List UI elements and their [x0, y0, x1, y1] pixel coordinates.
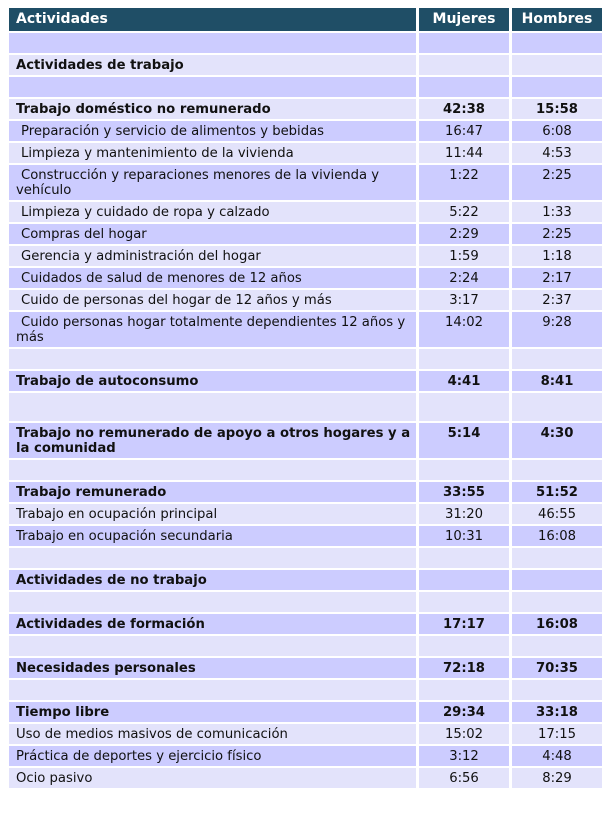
table-row — [9, 141, 602, 163]
row-hombres — [509, 53, 602, 75]
table-row — [9, 200, 602, 222]
table-row — [9, 656, 602, 678]
row-mujeres: 16:47 — [416, 119, 509, 141]
row-mujeres — [416, 678, 509, 700]
row-label — [9, 347, 416, 369]
row-label: Limpieza y cuidado de ropa y calzado — [9, 200, 416, 222]
row-mujeres: 10:31 — [416, 524, 509, 546]
row-mujeres — [416, 634, 509, 656]
row-label: Actividades de no trabajo — [9, 568, 416, 590]
row-hombres: 15:58 — [509, 97, 602, 119]
row-mujeres: 6:56 — [416, 766, 509, 788]
table-row — [9, 347, 602, 369]
row-hombres — [509, 347, 602, 369]
table-row — [9, 744, 602, 766]
table-row — [9, 244, 602, 266]
table-row — [9, 369, 602, 391]
row-mujeres: 15:02 — [416, 722, 509, 744]
table-row — [9, 222, 602, 244]
row-hombres: 51:52 — [509, 480, 602, 502]
table-row — [9, 75, 602, 97]
row-mujeres — [416, 347, 509, 369]
row-label: Tiempo libre — [9, 700, 416, 722]
table-row — [9, 612, 602, 634]
row-hombres — [509, 678, 602, 700]
row-mujeres: 2:24 — [416, 266, 509, 288]
row-label — [9, 75, 416, 97]
row-hombres: 4:48 — [509, 744, 602, 766]
time-use-table — [9, 8, 602, 788]
row-label — [9, 678, 416, 700]
row-hombres — [509, 634, 602, 656]
row-label: Actividades de formación — [9, 612, 416, 634]
row-label: Preparación y servicio de alimentos y bebidas — [9, 119, 416, 141]
row-hombres: 70:35 — [509, 656, 602, 678]
row-label: Trabajo remunerado — [9, 480, 416, 502]
row-mujeres: 17:17 — [416, 612, 509, 634]
row-hombres: 1:18 — [509, 244, 602, 266]
header-actividades: Actividades — [9, 8, 416, 31]
table-row — [9, 700, 602, 722]
row-mujeres — [416, 31, 509, 53]
row-mujeres — [416, 590, 509, 612]
row-mujeres — [416, 75, 509, 97]
row-hombres: 2:25 — [509, 163, 602, 200]
row-label — [9, 458, 416, 480]
table-row — [9, 590, 602, 612]
row-label: Limpieza y mantenimiento de la vivienda — [9, 141, 416, 163]
row-label — [9, 391, 416, 421]
row-hombres — [509, 75, 602, 97]
row-label: Trabajo de autoconsumo — [9, 369, 416, 391]
table-row — [9, 163, 602, 200]
row-mujeres: 14:02 — [416, 310, 509, 347]
row-label — [9, 31, 416, 53]
row-mujeres — [416, 458, 509, 480]
row-hombres: 8:41 — [509, 369, 602, 391]
table-row — [9, 266, 602, 288]
row-hombres: 16:08 — [509, 524, 602, 546]
row-label: Construcción y reparaciones menores de la vivienda y vehículo — [9, 163, 416, 200]
row-mujeres: 1:59 — [416, 244, 509, 266]
row-mujeres: 33:55 — [416, 480, 509, 502]
table-row — [9, 391, 602, 421]
row-mujeres: 1:22 — [416, 163, 509, 200]
row-label: Trabajo en ocupación principal — [9, 502, 416, 524]
header-mujeres: Mujeres — [416, 8, 509, 31]
row-label: Cuido de personas del hogar de 12 años y más — [9, 288, 416, 310]
row-hombres: 9:28 — [509, 310, 602, 347]
row-label: Necesidades personales — [9, 656, 416, 678]
row-label — [9, 634, 416, 656]
row-label: Trabajo en ocupación secundaria — [9, 524, 416, 546]
row-label: Actividades de trabajo — [9, 53, 416, 75]
row-mujeres: 72:18 — [416, 656, 509, 678]
row-hombres — [509, 458, 602, 480]
row-hombres: 2:25 — [509, 222, 602, 244]
row-hombres: 4:53 — [509, 141, 602, 163]
row-mujeres: 4:41 — [416, 369, 509, 391]
row-hombres: 17:15 — [509, 722, 602, 744]
row-hombres: 8:29 — [509, 766, 602, 788]
row-mujeres — [416, 546, 509, 568]
row-hombres: 33:18 — [509, 700, 602, 722]
table-row — [9, 97, 602, 119]
table-row — [9, 119, 602, 141]
row-mujeres: 5:14 — [416, 421, 509, 458]
row-label: Uso de medios masivos de comunicación — [9, 722, 416, 744]
row-label: Cuido personas hogar totalmente dependientes 12 años y más — [9, 310, 416, 347]
row-label: Ocio pasivo — [9, 766, 416, 788]
row-mujeres: 11:44 — [416, 141, 509, 163]
table-row — [9, 310, 602, 347]
row-label: Gerencia y administración del hogar — [9, 244, 416, 266]
table-header-row — [9, 8, 602, 31]
table-row — [9, 502, 602, 524]
row-hombres: 2:17 — [509, 266, 602, 288]
row-mujeres — [416, 53, 509, 75]
section-header-row — [9, 568, 602, 590]
row-label: Trabajo no remunerado de apoyo a otros hogares y a la comunidad — [9, 421, 416, 458]
row-mujeres: 2:29 — [416, 222, 509, 244]
row-hombres: 16:08 — [509, 612, 602, 634]
row-label — [9, 590, 416, 612]
table-row — [9, 421, 602, 458]
table-row — [9, 722, 602, 744]
table-row — [9, 31, 602, 53]
row-mujeres: 3:17 — [416, 288, 509, 310]
table-row — [9, 546, 602, 568]
row-hombres: 6:08 — [509, 119, 602, 141]
section-header-row — [9, 53, 602, 75]
row-mujeres: 42:38 — [416, 97, 509, 119]
row-label — [9, 546, 416, 568]
row-hombres: 4:30 — [509, 421, 602, 458]
time-use-table-container — [9, 8, 602, 788]
row-mujeres: 29:34 — [416, 700, 509, 722]
header-hombres: Hombres — [509, 8, 602, 31]
row-hombres — [509, 590, 602, 612]
table-row — [9, 634, 602, 656]
table-row — [9, 524, 602, 546]
row-hombres: 46:55 — [509, 502, 602, 524]
row-hombres: 2:37 — [509, 288, 602, 310]
table-row — [9, 288, 602, 310]
row-hombres: 1:33 — [509, 200, 602, 222]
row-label: Práctica de deportes y ejercicio físico — [9, 744, 416, 766]
table-row — [9, 480, 602, 502]
row-hombres — [509, 391, 602, 421]
row-mujeres: 5:22 — [416, 200, 509, 222]
row-hombres — [509, 568, 602, 590]
row-label: Trabajo doméstico no remunerado — [9, 97, 416, 119]
row-hombres — [509, 546, 602, 568]
table-row — [9, 766, 602, 788]
row-mujeres: 31:20 — [416, 502, 509, 524]
row-hombres — [509, 31, 602, 53]
row-mujeres — [416, 568, 509, 590]
row-mujeres — [416, 391, 509, 421]
row-label: Compras del hogar — [9, 222, 416, 244]
row-mujeres: 3:12 — [416, 744, 509, 766]
table-row — [9, 458, 602, 480]
table-row — [9, 678, 602, 700]
row-label: Cuidados de salud de menores de 12 años — [9, 266, 416, 288]
